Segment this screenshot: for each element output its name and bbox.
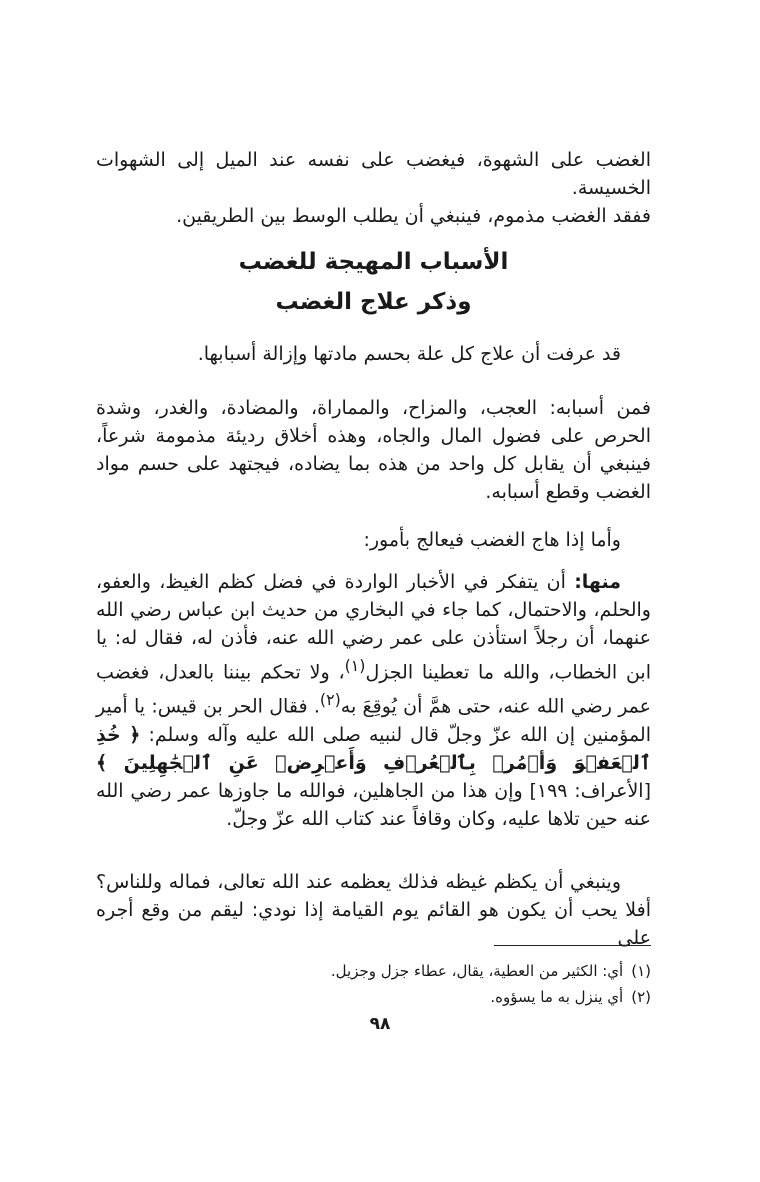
paragraph-2-text: فمن أسبابه: العجب، والمزاح، والمماراة، والمضادة، والغدر، وشدة الحرص على فضول المال والجاه، وهذه أخلاق رديئة مذمومة شرعاً، فينبغي أن يقابل كل واحد من هذه بما يضاده، فيجتهد على حسم مواد الغضب وقطع أسبابه. xyxy=(96,397,651,503)
footnote-2 xyxy=(96,984,651,1010)
footnote-1-text: أي: الكثير من العطية، يقال، عطاء جزل وجزيل. xyxy=(330,962,624,980)
intro-line-2: ففقد الغضب مذموم، فينبغي أن يطلب الوسط بين الطريقين. xyxy=(176,205,651,227)
page-number: ٩٨ xyxy=(369,1014,391,1034)
intro-paragraph xyxy=(96,146,651,230)
paragraph-3-text: وأما إذا هاج الغضب فيعالج بأمور: xyxy=(363,529,621,551)
paragraph-4-text-d: [الأعراف: ١٩٩] وإن هذا من الجاهلين، فوالله ما جاوزها عمر رضي الله عنه حين تلاها عليه، وكان وقافاً عند كتاب الله عزّ وجلّ. xyxy=(96,779,652,830)
paragraph-1 xyxy=(96,340,651,368)
footnotes xyxy=(96,958,651,1010)
paragraph-5-text: وينبغي أن يكظم غيظه فذلك يعظمه عند الله تعالى، فماله وللناس؟ أفلا يحب أن يكون هو القائم يوم القيامة إذا نودي: ليقم من وقع أجره على xyxy=(96,871,651,949)
section-heading-line-1: الأسباب المهيجة للغضب xyxy=(238,249,509,275)
paragraph-4-text-a: أن يتفكر في الأخبار الواردة في فضل كظم الغيظ، والعفو، والحلم، والاحتمال، كما جاء في البخاري من حديث ابن عباس رضي الله عنهما، أن رجلاً استأذن على عمر رضي الله عنه، فأذن له، فقال له: يا ابن الخطاب، والله ما تعطينا الجزل xyxy=(96,571,651,684)
footnote-ref-1[interactable]: (١) xyxy=(344,656,366,675)
footnote-ref-2[interactable]: (٢) xyxy=(319,690,341,710)
paragraph-4-text-c: . فقال الحر بن قيس: يا أمير المؤمنين إن الله عزّ وجلّ قال لنبيه صلى الله عليه وآله وسلم: xyxy=(96,695,652,746)
paragraph-4-text xyxy=(96,568,651,833)
footnote-divider xyxy=(494,945,651,946)
section-heading-line-2: وذكر علاج الغضب xyxy=(275,289,472,315)
intro-line-1: الغضب على الشهوة، فيغضب على نفسه عند الميل إلى الشهوات الخسيسة. xyxy=(96,149,651,199)
quran-verse: ﴿ خُذِ ٱلۡعَفۡوَ وَأۡمُرۡ بِٱلۡعُرۡفِ وَأَعۡرِضۡ عَنِ ٱلۡجَٰهِلِينَ ﴾ xyxy=(96,723,651,774)
paragraph-4 xyxy=(96,568,651,833)
paragraph-3 xyxy=(96,526,651,554)
footnote-1 xyxy=(96,958,651,984)
paragraph-2 xyxy=(96,394,651,506)
footnote-1-number: (١) xyxy=(631,962,651,980)
paragraph-4-lead: منها: xyxy=(574,571,621,593)
footnote-2-number: (٢) xyxy=(631,988,651,1006)
footnote-2-text: أي ينزل به ما يسؤوه. xyxy=(490,988,624,1006)
paragraph-4-text-b: ، ولا تحكم بيننا بالعدل، فغضب عمر رضي الله عنه، حتى همَّ أن يُوقِعَ به xyxy=(96,661,652,718)
paragraph-1-text: قد عرفت أن علاج كل علة بحسم مادتها وإزالة أسبابها. xyxy=(197,343,621,365)
paragraph-5 xyxy=(96,868,651,952)
